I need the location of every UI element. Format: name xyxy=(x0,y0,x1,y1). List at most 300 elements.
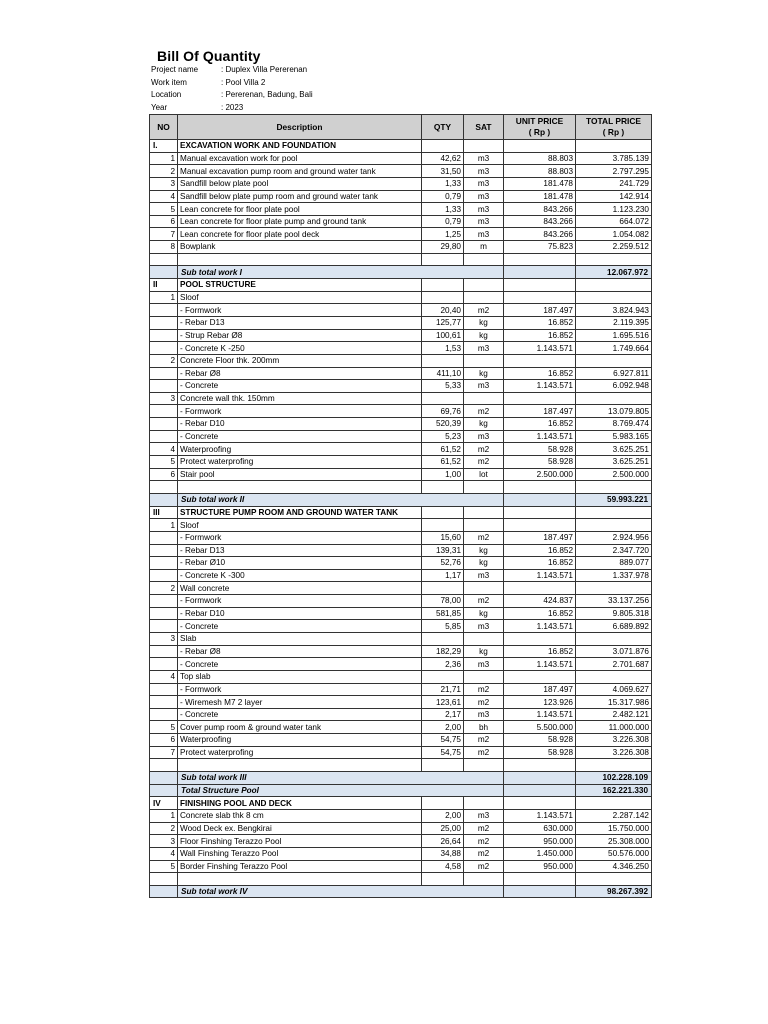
item-description: Lean concrete for floor plate pool xyxy=(178,203,422,216)
item-description: - Concrete K -250 xyxy=(178,342,422,355)
empty-cell xyxy=(150,759,178,772)
empty-cell xyxy=(576,759,652,772)
item-number: 4 xyxy=(150,670,178,683)
unit-price-cell: 16.852 xyxy=(504,367,576,380)
table-row xyxy=(150,152,652,165)
item-number: 4 xyxy=(150,190,178,203)
qty-cell: 123,61 xyxy=(422,696,464,709)
total-price-cell: 1.054.082 xyxy=(576,228,652,241)
empty-cell xyxy=(464,253,504,266)
section-number: I. xyxy=(150,140,178,153)
item-number xyxy=(150,569,178,582)
unit-price-cell: 1.143.571 xyxy=(504,380,576,393)
item-description: - Formwork xyxy=(178,531,422,544)
unit-price-line-2: ( Rp ) xyxy=(528,127,551,137)
unit-price-cell: 88.803 xyxy=(504,165,576,178)
item-description: - Formwork xyxy=(178,683,422,696)
qty-cell: 2,00 xyxy=(422,809,464,822)
meta-value: : Pererenan, Badung, Bali xyxy=(221,90,313,99)
table-row xyxy=(150,620,652,633)
total-price-cell: 11.000.000 xyxy=(576,721,652,734)
item-number: 3 xyxy=(150,632,178,645)
sat-cell: m3 xyxy=(464,190,504,203)
section-row xyxy=(150,797,652,810)
table-row xyxy=(150,531,652,544)
sat-cell xyxy=(464,354,504,367)
total-price-cell: 15.317.986 xyxy=(576,696,652,709)
sat-cell: m2 xyxy=(464,746,504,759)
subtotal-value: 98.267.392 xyxy=(576,885,652,898)
spacer-row xyxy=(150,253,652,266)
total-price-cell: 9.805.318 xyxy=(576,607,652,620)
qty-cell: 15,60 xyxy=(422,531,464,544)
qty-cell: 25,00 xyxy=(422,822,464,835)
total-price-cell xyxy=(576,291,652,304)
item-description: - Rebar D13 xyxy=(178,316,422,329)
unit-price-cell: 187.497 xyxy=(504,531,576,544)
spacer-row xyxy=(150,481,652,494)
item-description: Stair pool xyxy=(178,468,422,481)
sat-cell xyxy=(464,670,504,683)
unit-price-cell: 187.497 xyxy=(504,304,576,317)
item-description: Sandfill below plate pump room and ground water tank xyxy=(178,190,422,203)
table-row xyxy=(150,721,652,734)
item-number: 7 xyxy=(150,228,178,241)
subtotal-label: Total Structure Pool xyxy=(178,784,504,797)
subtotal-row xyxy=(150,784,652,797)
total-price-cell: 15.750.000 xyxy=(576,822,652,835)
total-price-cell: 3.625.251 xyxy=(576,456,652,469)
total-price-cell: 33.137.256 xyxy=(576,595,652,608)
table-row xyxy=(150,203,652,216)
empty-cell xyxy=(504,759,576,772)
qty-cell: 2,36 xyxy=(422,658,464,671)
sat-cell: m2 xyxy=(464,304,504,317)
subtotal-label: Sub total work III xyxy=(178,772,504,785)
total-price-cell: 8.769.474 xyxy=(576,418,652,431)
table-row xyxy=(150,847,652,860)
sat-cell: m2 xyxy=(464,835,504,848)
sat-cell xyxy=(464,632,504,645)
item-number: 5 xyxy=(150,456,178,469)
total-price-cell: 13.079.805 xyxy=(576,405,652,418)
meta-row-project xyxy=(151,64,313,77)
qty-cell: 2,00 xyxy=(422,721,464,734)
sat-cell: kg xyxy=(464,316,504,329)
sat-cell xyxy=(464,291,504,304)
total-price-cell xyxy=(576,392,652,405)
item-description: Wall concrete xyxy=(178,582,422,595)
subtotal-value: 59.993.221 xyxy=(576,493,652,506)
unit-price-cell xyxy=(504,279,576,292)
table-row xyxy=(150,304,652,317)
item-number: 2 xyxy=(150,165,178,178)
total-price-cell xyxy=(576,354,652,367)
table-row xyxy=(150,557,652,570)
total-price-cell: 2.924.956 xyxy=(576,531,652,544)
item-description: Sloof xyxy=(178,291,422,304)
sat-cell: m2 xyxy=(464,696,504,709)
sat-cell: kg xyxy=(464,418,504,431)
qty-cell: 21,71 xyxy=(422,683,464,696)
table-row xyxy=(150,405,652,418)
sat-cell: m2 xyxy=(464,405,504,418)
table-row xyxy=(150,822,652,835)
sat-cell: m3 xyxy=(464,569,504,582)
empty-cell xyxy=(504,481,576,494)
item-description: - Rebar Ø8 xyxy=(178,645,422,658)
item-number xyxy=(150,430,178,443)
item-number: 8 xyxy=(150,241,178,254)
table-row xyxy=(150,569,652,582)
total-price-cell: 2.119.395 xyxy=(576,316,652,329)
total-price-cell: 50.576.000 xyxy=(576,847,652,860)
column-header-no: NO xyxy=(150,115,178,140)
item-number: 2 xyxy=(150,354,178,367)
table-row xyxy=(150,607,652,620)
total-price-cell: 241.729 xyxy=(576,177,652,190)
item-description: Manual excavation work for pool xyxy=(178,152,422,165)
qty-cell xyxy=(422,670,464,683)
meta-row-location xyxy=(151,89,313,102)
total-price-cell: 3.824.943 xyxy=(576,304,652,317)
sat-cell: m3 xyxy=(464,380,504,393)
unit-price-cell xyxy=(504,291,576,304)
subtotal-unit-cell xyxy=(504,885,576,898)
spacer-row xyxy=(150,873,652,886)
total-price-cell xyxy=(576,797,652,810)
item-number: 6 xyxy=(150,468,178,481)
unit-price-cell xyxy=(504,140,576,153)
table-row xyxy=(150,746,652,759)
section-row xyxy=(150,506,652,519)
empty-cell xyxy=(150,873,178,886)
qty-cell: 100,61 xyxy=(422,329,464,342)
item-number xyxy=(150,367,178,380)
table-row xyxy=(150,632,652,645)
item-number xyxy=(150,645,178,658)
item-number: 7 xyxy=(150,746,178,759)
sat-cell: m3 xyxy=(464,203,504,216)
subtotal-value: 102.228.109 xyxy=(576,772,652,785)
total-price-cell: 1.337.978 xyxy=(576,569,652,582)
subtotal-no-cell xyxy=(150,784,178,797)
sat-cell: m3 xyxy=(464,430,504,443)
boq-table-body xyxy=(150,140,652,898)
empty-cell xyxy=(576,873,652,886)
unit-price-cell xyxy=(504,582,576,595)
table-row xyxy=(150,595,652,608)
table-row xyxy=(150,228,652,241)
unit-price-cell: 181.478 xyxy=(504,190,576,203)
unit-price-cell xyxy=(504,670,576,683)
sat-cell: m2 xyxy=(464,443,504,456)
item-description: Border Finshing Terazzo Pool xyxy=(178,860,422,873)
subtotal-unit-cell xyxy=(504,493,576,506)
unit-price-cell: 16.852 xyxy=(504,544,576,557)
sat-cell xyxy=(464,140,504,153)
item-number xyxy=(150,418,178,431)
section-title: EXCAVATION WORK AND FOUNDATION xyxy=(178,140,422,153)
item-description: Protect waterprofing xyxy=(178,746,422,759)
empty-cell xyxy=(422,481,464,494)
qty-cell: 0,79 xyxy=(422,215,464,228)
subtotal-value: 12.067.972 xyxy=(576,266,652,279)
total-price-cell: 889.077 xyxy=(576,557,652,570)
table-row xyxy=(150,696,652,709)
total-price-cell: 3.226.308 xyxy=(576,734,652,747)
subtotal-label: Sub total work II xyxy=(178,493,504,506)
table-row xyxy=(150,519,652,532)
item-number: 1 xyxy=(150,519,178,532)
total-price-line-2: ( Rp ) xyxy=(602,127,625,137)
qty-cell: 1,17 xyxy=(422,569,464,582)
subtotal-unit-cell xyxy=(504,784,576,797)
unit-price-cell: 843.266 xyxy=(504,203,576,216)
empty-cell xyxy=(576,253,652,266)
table-row xyxy=(150,658,652,671)
total-price-cell: 25.308.000 xyxy=(576,835,652,848)
item-description: Concrete Floor thk. 200mm xyxy=(178,354,422,367)
section-title: FINISHING POOL AND DECK xyxy=(178,797,422,810)
qty-cell: 5,23 xyxy=(422,430,464,443)
item-number: 4 xyxy=(150,847,178,860)
unit-price-cell: 16.852 xyxy=(504,557,576,570)
qty-cell: 1,25 xyxy=(422,228,464,241)
total-price-cell: 2.259.512 xyxy=(576,241,652,254)
total-price-cell: 4.346.250 xyxy=(576,860,652,873)
item-description: - Formwork xyxy=(178,304,422,317)
item-number xyxy=(150,557,178,570)
table-row xyxy=(150,241,652,254)
total-price-cell xyxy=(576,279,652,292)
sat-cell: m3 xyxy=(464,708,504,721)
section-number: III xyxy=(150,506,178,519)
sat-cell: m2 xyxy=(464,531,504,544)
qty-cell: 581,85 xyxy=(422,607,464,620)
item-number: 3 xyxy=(150,177,178,190)
item-description: - Formwork xyxy=(178,405,422,418)
item-number xyxy=(150,708,178,721)
table-row xyxy=(150,354,652,367)
table-row xyxy=(150,392,652,405)
item-description: - Rebar Ø10 xyxy=(178,557,422,570)
item-number: 4 xyxy=(150,443,178,456)
qty-cell: 29,80 xyxy=(422,241,464,254)
unit-price-cell: 843.266 xyxy=(504,215,576,228)
subtotal-no-cell xyxy=(150,266,178,279)
table-row xyxy=(150,215,652,228)
subtotal-unit-cell xyxy=(504,772,576,785)
sat-cell: bh xyxy=(464,721,504,734)
unit-price-cell: 181.478 xyxy=(504,177,576,190)
meta-row-work-item xyxy=(151,77,313,90)
qty-cell: 4,58 xyxy=(422,860,464,873)
qty-cell: 61,52 xyxy=(422,443,464,456)
total-price-cell: 3.785.139 xyxy=(576,152,652,165)
subtotal-row xyxy=(150,885,652,898)
sat-cell: m2 xyxy=(464,595,504,608)
item-number: 1 xyxy=(150,809,178,822)
table-row xyxy=(150,177,652,190)
total-price-cell: 2.500.000 xyxy=(576,468,652,481)
qty-cell: 42,62 xyxy=(422,152,464,165)
total-price-cell xyxy=(576,506,652,519)
meta-label: Year xyxy=(151,102,168,112)
table-row xyxy=(150,443,652,456)
table-row xyxy=(150,544,652,557)
item-description: Sandfill below plate pool xyxy=(178,177,422,190)
item-number: 5 xyxy=(150,203,178,216)
qty-cell: 61,52 xyxy=(422,456,464,469)
qty-cell xyxy=(422,291,464,304)
qty-cell: 52,76 xyxy=(422,557,464,570)
table-row xyxy=(150,165,652,178)
section-row xyxy=(150,279,652,292)
item-description: - Rebar D10 xyxy=(178,607,422,620)
total-price-line-1: TOTAL PRICE xyxy=(586,116,641,126)
unit-price-cell: 187.497 xyxy=(504,405,576,418)
item-description: - Rebar D10 xyxy=(178,418,422,431)
unit-price-cell xyxy=(504,632,576,645)
total-price-cell: 6.689.892 xyxy=(576,620,652,633)
empty-cell xyxy=(178,759,422,772)
table-row xyxy=(150,190,652,203)
unit-price-cell: 1.143.571 xyxy=(504,342,576,355)
item-number: 1 xyxy=(150,152,178,165)
table-row xyxy=(150,582,652,595)
qty-cell: 1,33 xyxy=(422,203,464,216)
item-number xyxy=(150,607,178,620)
total-price-cell: 3.625.251 xyxy=(576,443,652,456)
qty-cell xyxy=(422,279,464,292)
column-header-sat: SAT xyxy=(464,115,504,140)
sat-cell xyxy=(464,279,504,292)
item-number xyxy=(150,405,178,418)
unit-price-cell: 424.837 xyxy=(504,595,576,608)
item-number xyxy=(150,342,178,355)
qty-cell: 139,31 xyxy=(422,544,464,557)
sat-cell: m2 xyxy=(464,847,504,860)
item-number: 5 xyxy=(150,721,178,734)
meta-label: Location xyxy=(151,90,182,99)
item-number xyxy=(150,683,178,696)
unit-price-cell: 123.926 xyxy=(504,696,576,709)
empty-cell xyxy=(464,759,504,772)
unit-price-cell xyxy=(504,354,576,367)
table-row xyxy=(150,342,652,355)
unit-price-cell: 630.000 xyxy=(504,822,576,835)
meta-value: : 2023 xyxy=(221,102,244,112)
subtotal-label: Sub total work I xyxy=(178,266,504,279)
empty-cell xyxy=(464,481,504,494)
item-number: 2 xyxy=(150,822,178,835)
item-number: 6 xyxy=(150,734,178,747)
table-row xyxy=(150,683,652,696)
sat-cell: kg xyxy=(464,607,504,620)
sat-cell: m2 xyxy=(464,683,504,696)
spacer-row xyxy=(150,759,652,772)
qty-cell: 5,33 xyxy=(422,380,464,393)
qty-cell: 69,76 xyxy=(422,405,464,418)
item-number xyxy=(150,595,178,608)
unit-price-cell: 16.852 xyxy=(504,645,576,658)
item-description: Lean concrete for floor plate pump and ground tank xyxy=(178,215,422,228)
item-number xyxy=(150,304,178,317)
sat-cell: m xyxy=(464,241,504,254)
sat-cell: kg xyxy=(464,645,504,658)
qty-cell xyxy=(422,354,464,367)
unit-price-cell: 58.928 xyxy=(504,456,576,469)
unit-price-cell: 5.500.000 xyxy=(504,721,576,734)
table-row xyxy=(150,860,652,873)
total-price-cell xyxy=(576,519,652,532)
sat-cell: m3 xyxy=(464,342,504,355)
unit-price-cell: 1.143.571 xyxy=(504,708,576,721)
subtotal-no-cell xyxy=(150,885,178,898)
table-row xyxy=(150,456,652,469)
item-description: Cover pump room & ground water tank xyxy=(178,721,422,734)
table-row xyxy=(150,468,652,481)
sat-cell: m3 xyxy=(464,620,504,633)
qty-cell xyxy=(422,632,464,645)
empty-cell xyxy=(150,253,178,266)
item-number: 1 xyxy=(150,291,178,304)
meta-label: Work item xyxy=(151,77,187,87)
meta-value: : Pool Villa 2 xyxy=(221,77,266,87)
item-description: - Rebar Ø8 xyxy=(178,367,422,380)
qty-cell: 78,00 xyxy=(422,595,464,608)
total-price-cell: 5.983.165 xyxy=(576,430,652,443)
item-number xyxy=(150,531,178,544)
total-price-cell: 2.701.687 xyxy=(576,658,652,671)
project-meta xyxy=(151,64,313,114)
sat-cell: m3 xyxy=(464,177,504,190)
subtotal-value: 162.221.330 xyxy=(576,784,652,797)
empty-cell xyxy=(178,253,422,266)
item-description: - Formwork xyxy=(178,595,422,608)
qty-cell: 1,33 xyxy=(422,177,464,190)
total-price-cell: 6.092.948 xyxy=(576,380,652,393)
total-price-cell: 2.797.295 xyxy=(576,165,652,178)
table-row xyxy=(150,380,652,393)
sat-cell: m2 xyxy=(464,860,504,873)
table-row xyxy=(150,835,652,848)
item-number xyxy=(150,696,178,709)
sat-cell: kg xyxy=(464,367,504,380)
sat-cell: m3 xyxy=(464,658,504,671)
subtotal-no-cell xyxy=(150,772,178,785)
empty-cell xyxy=(422,873,464,886)
unit-price-cell: 1.143.571 xyxy=(504,658,576,671)
empty-cell xyxy=(504,253,576,266)
item-description: Sloof xyxy=(178,519,422,532)
unit-price-cell: 1.143.571 xyxy=(504,809,576,822)
table-row xyxy=(150,734,652,747)
item-number: 5 xyxy=(150,860,178,873)
table-row xyxy=(150,367,652,380)
item-number xyxy=(150,544,178,557)
qty-cell: 411,10 xyxy=(422,367,464,380)
sat-cell: m3 xyxy=(464,165,504,178)
qty-cell: 182,29 xyxy=(422,645,464,658)
subtotal-no-cell xyxy=(150,493,178,506)
qty-cell: 0,79 xyxy=(422,190,464,203)
total-price-cell: 1.695.516 xyxy=(576,329,652,342)
sat-cell xyxy=(464,797,504,810)
item-description: - Concrete xyxy=(178,620,422,633)
item-number: 6 xyxy=(150,215,178,228)
